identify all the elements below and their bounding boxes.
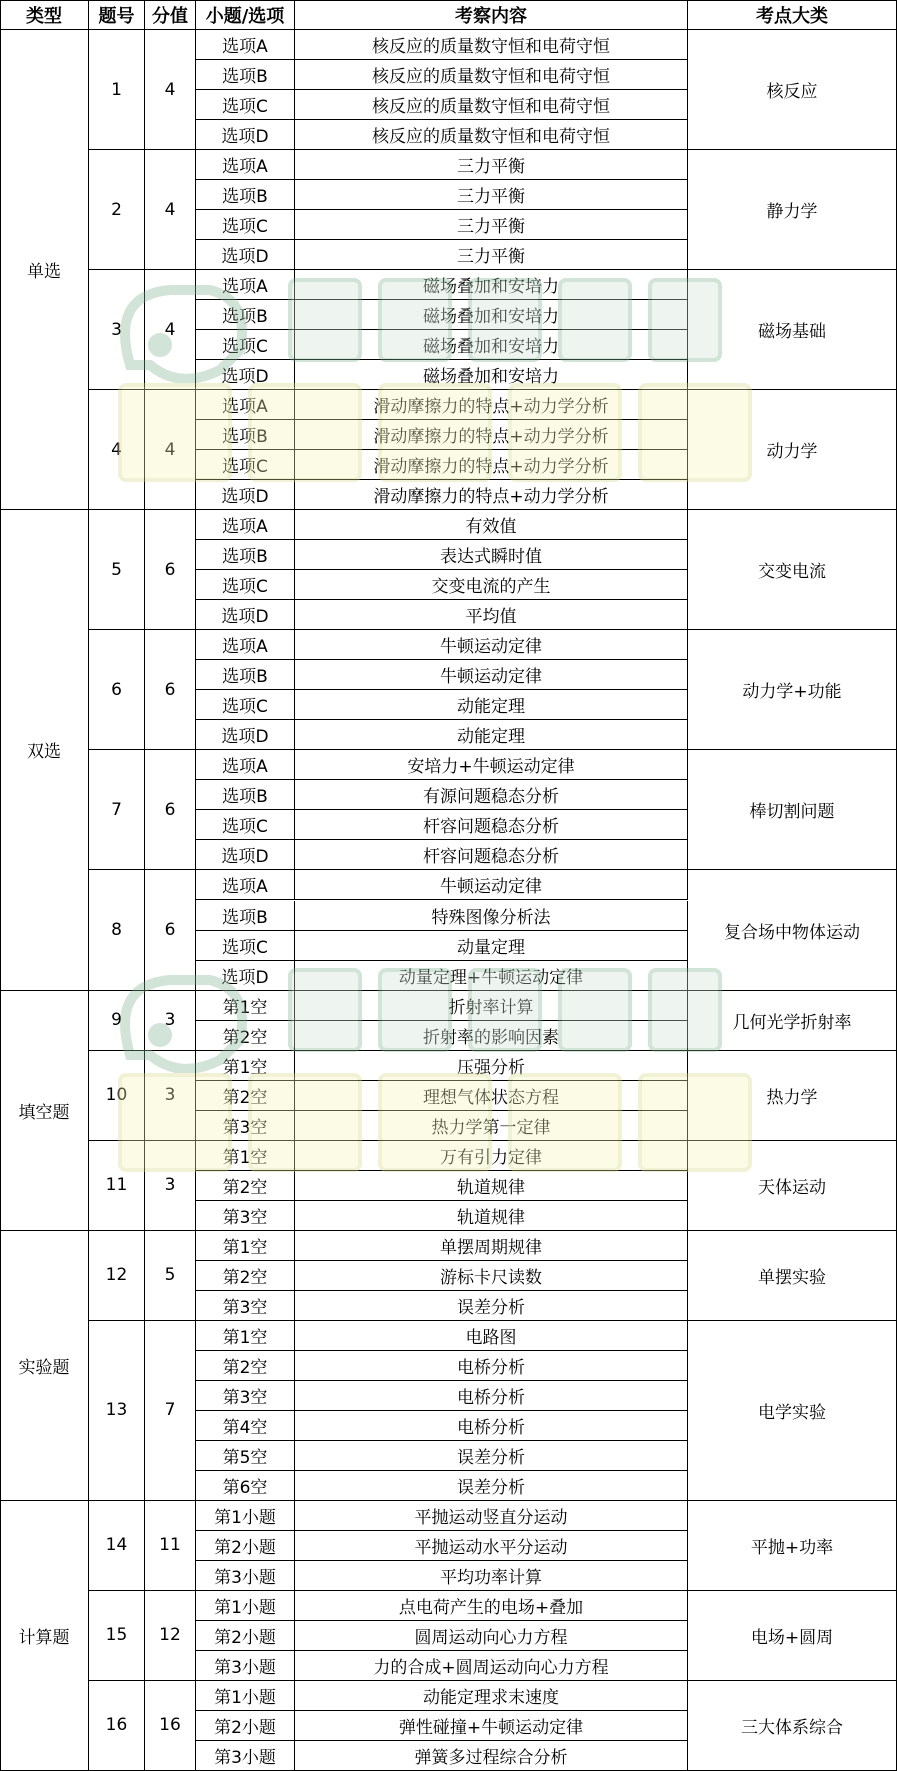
sub-cell: 选项A xyxy=(196,630,295,660)
sub-cell: 第2空 xyxy=(196,1351,295,1381)
question-number: 4 xyxy=(89,390,145,510)
question-score: 6 xyxy=(145,870,196,990)
content-cell: 动能定理 xyxy=(295,720,688,750)
question-score: 5 xyxy=(145,1231,196,1321)
content-cell: 滑动摩擦力的特点+动力学分析 xyxy=(295,480,688,510)
content-cell: 交变电流的产生 xyxy=(295,570,688,600)
sub-cell: 选项C xyxy=(196,450,295,480)
header-category: 考点大类 xyxy=(688,0,897,30)
category-cell: 复合场中物体运动 xyxy=(688,870,897,990)
content-cell: 核反应的质量数守恒和电荷守恒 xyxy=(295,120,688,150)
sub-cell: 选项B xyxy=(196,780,295,810)
content-cell: 折射率的影响因素 xyxy=(295,1021,688,1051)
category-cell: 棒切割问题 xyxy=(688,750,897,870)
sub-cell: 第2小题 xyxy=(196,1711,295,1741)
category-cell: 动力学 xyxy=(688,390,897,510)
header-content: 考察内容 xyxy=(295,0,688,30)
content-cell: 弹簧多过程综合分析 xyxy=(295,1741,688,1771)
header-sub: 小题/选项 xyxy=(196,0,295,30)
content-cell: 滑动摩擦力的特点+动力学分析 xyxy=(295,450,688,480)
category-cell: 三大体系综合 xyxy=(688,1681,897,1771)
sub-cell: 第3空 xyxy=(196,1291,295,1321)
question-number: 3 xyxy=(89,270,145,390)
content-cell: 单摆周期规律 xyxy=(295,1231,688,1261)
sub-cell: 选项B xyxy=(196,901,295,931)
sub-cell: 第4空 xyxy=(196,1411,295,1441)
content-cell: 杆容问题稳态分析 xyxy=(295,840,688,870)
sub-cell: 第2小题 xyxy=(196,1621,295,1651)
sub-cell: 第3小题 xyxy=(196,1561,295,1591)
sub-cell: 选项C xyxy=(196,210,295,240)
question-number: 8 xyxy=(89,870,145,990)
content-cell: 动能定理求末速度 xyxy=(295,1681,688,1711)
content-cell: 电桥分析 xyxy=(295,1381,688,1411)
content-cell: 三力平衡 xyxy=(295,180,688,210)
question-number: 11 xyxy=(89,1141,145,1231)
content-cell: 压强分析 xyxy=(295,1051,688,1081)
content-cell: 轨道规律 xyxy=(295,1201,688,1231)
question-number: 13 xyxy=(89,1321,145,1501)
header-number: 题号 xyxy=(89,0,145,30)
category-cell: 电场+圆周 xyxy=(688,1591,897,1681)
sub-cell: 选项A xyxy=(196,30,295,60)
section-type: 计算题 xyxy=(0,1501,89,1771)
sub-cell: 选项B xyxy=(196,300,295,330)
content-cell: 有源问题稳态分析 xyxy=(295,780,688,810)
content-cell: 平抛运动竖直分运动 xyxy=(295,1501,688,1531)
sub-cell: 第2空 xyxy=(196,1261,295,1291)
sub-cell: 第1空 xyxy=(196,1051,295,1081)
content-cell: 磁场叠加和安培力 xyxy=(295,330,688,360)
sub-cell: 第1小题 xyxy=(196,1591,295,1621)
sub-cell: 选项A xyxy=(196,390,295,420)
content-cell: 误差分析 xyxy=(295,1471,688,1501)
content-cell: 牛顿运动定律 xyxy=(295,660,688,690)
question-number: 14 xyxy=(89,1501,145,1591)
sub-cell: 选项C xyxy=(196,330,295,360)
sub-cell: 选项D xyxy=(196,240,295,270)
question-number: 7 xyxy=(89,750,145,870)
category-cell: 核反应 xyxy=(688,30,897,150)
sub-cell: 选项C xyxy=(196,690,295,720)
content-cell: 核反应的质量数守恒和电荷守恒 xyxy=(295,90,688,120)
sub-cell: 选项D xyxy=(196,961,295,991)
sub-cell: 第2空 xyxy=(196,1081,295,1111)
content-cell: 牛顿运动定律 xyxy=(295,630,688,660)
question-score: 3 xyxy=(145,991,196,1051)
sub-cell: 选项B xyxy=(196,660,295,690)
content-cell: 电桥分析 xyxy=(295,1351,688,1381)
question-score: 6 xyxy=(145,750,196,870)
sub-cell: 选项A xyxy=(196,750,295,780)
content-cell: 磁场叠加和安培力 xyxy=(295,270,688,300)
sub-cell: 选项B xyxy=(196,540,295,570)
content-cell: 动能定理 xyxy=(295,690,688,720)
content-cell: 滑动摩擦力的特点+动力学分析 xyxy=(295,420,688,450)
content-cell: 杆容问题稳态分析 xyxy=(295,810,688,840)
content-cell: 折射率计算 xyxy=(295,991,688,1021)
question-score: 3 xyxy=(145,1141,196,1231)
question-score: 4 xyxy=(145,150,196,270)
category-cell: 天体运动 xyxy=(688,1141,897,1231)
sub-cell: 第3空 xyxy=(196,1201,295,1231)
content-cell: 游标卡尺读数 xyxy=(295,1261,688,1291)
section-type: 实验题 xyxy=(0,1231,89,1501)
question-number: 10 xyxy=(89,1051,145,1141)
question-score: 4 xyxy=(145,270,196,390)
content-cell: 安培力+牛顿运动定律 xyxy=(295,750,688,780)
sub-cell: 选项A xyxy=(196,870,295,900)
question-score: 6 xyxy=(145,630,196,750)
sub-cell: 第1空 xyxy=(196,1321,295,1351)
content-cell: 平均功率计算 xyxy=(295,1561,688,1591)
category-cell: 平抛+功率 xyxy=(688,1501,897,1591)
sub-cell: 第3空 xyxy=(196,1111,295,1141)
sub-cell: 选项A xyxy=(196,510,295,540)
sub-cell: 第1空 xyxy=(196,1231,295,1261)
sub-cell: 选项B xyxy=(196,180,295,210)
header-score: 分值 xyxy=(145,0,196,30)
category-cell: 单摆实验 xyxy=(688,1231,897,1321)
content-cell: 弹性碰撞+牛顿运动定律 xyxy=(295,1711,688,1741)
question-score: 4 xyxy=(145,390,196,510)
question-score: 3 xyxy=(145,1051,196,1141)
category-cell: 几何光学折射率 xyxy=(688,991,897,1051)
sub-cell: 选项D xyxy=(196,360,295,390)
question-score: 11 xyxy=(145,1501,196,1591)
sub-cell: 选项C xyxy=(196,810,295,840)
question-score: 16 xyxy=(145,1681,196,1771)
section-type: 填空题 xyxy=(0,991,89,1231)
sub-cell: 第1小题 xyxy=(196,1501,295,1531)
question-score: 6 xyxy=(145,510,196,630)
content-cell: 电桥分析 xyxy=(295,1411,688,1441)
sub-cell: 选项D xyxy=(196,840,295,870)
section-type: 单选 xyxy=(0,30,89,510)
content-cell: 三力平衡 xyxy=(295,150,688,180)
section-type: 双选 xyxy=(0,510,89,990)
sub-cell: 第6空 xyxy=(196,1471,295,1501)
content-cell: 核反应的质量数守恒和电荷守恒 xyxy=(295,30,688,60)
content-cell: 磁场叠加和安培力 xyxy=(295,360,688,390)
sub-cell: 第1小题 xyxy=(196,1681,295,1711)
sub-cell: 第1空 xyxy=(196,991,295,1021)
content-cell: 误差分析 xyxy=(295,1441,688,1471)
sub-cell: 第1空 xyxy=(196,1141,295,1171)
question-number: 9 xyxy=(89,991,145,1051)
category-cell: 动力学+功能 xyxy=(688,630,897,750)
content-cell: 特殊图像分析法 xyxy=(295,901,688,931)
sub-cell: 选项C xyxy=(196,570,295,600)
question-number: 6 xyxy=(89,630,145,750)
sub-cell: 选项D xyxy=(196,720,295,750)
content-cell: 轨道规律 xyxy=(295,1171,688,1201)
category-cell: 电学实验 xyxy=(688,1321,897,1501)
category-cell: 磁场基础 xyxy=(688,270,897,390)
content-cell: 动量定理+牛顿运动定律 xyxy=(295,961,688,991)
content-cell: 理想气体状态方程 xyxy=(295,1081,688,1111)
sub-cell: 选项C xyxy=(196,931,295,961)
content-cell: 牛顿运动定律 xyxy=(295,870,688,900)
content-cell: 电路图 xyxy=(295,1321,688,1351)
sub-cell: 选项C xyxy=(196,90,295,120)
question-number: 15 xyxy=(89,1591,145,1681)
sub-cell: 第3小题 xyxy=(196,1741,295,1771)
sub-cell: 选项A xyxy=(196,270,295,300)
sub-cell: 第2空 xyxy=(196,1021,295,1051)
content-cell: 有效值 xyxy=(295,510,688,540)
content-cell: 磁场叠加和安培力 xyxy=(295,300,688,330)
sub-cell: 选项D xyxy=(196,120,295,150)
sub-cell: 选项A xyxy=(196,150,295,180)
content-cell: 核反应的质量数守恒和电荷守恒 xyxy=(295,60,688,90)
question-number: 1 xyxy=(89,30,145,150)
content-cell: 万有引力定律 xyxy=(295,1141,688,1171)
sub-cell: 第3空 xyxy=(196,1381,295,1411)
header-type: 类型 xyxy=(0,0,89,30)
content-cell: 三力平衡 xyxy=(295,240,688,270)
sub-cell: 第2空 xyxy=(196,1171,295,1201)
sub-cell: 第3小题 xyxy=(196,1651,295,1681)
sub-cell: 第5空 xyxy=(196,1441,295,1471)
content-cell: 点电荷产生的电场+叠加 xyxy=(295,1591,688,1621)
category-cell: 交变电流 xyxy=(688,510,897,630)
content-cell: 误差分析 xyxy=(295,1291,688,1321)
question-number: 16 xyxy=(89,1681,145,1771)
sub-cell: 选项B xyxy=(196,420,295,450)
sub-cell: 第2小题 xyxy=(196,1531,295,1561)
sub-cell: 选项B xyxy=(196,60,295,90)
question-number: 5 xyxy=(89,510,145,630)
question-number: 2 xyxy=(89,150,145,270)
content-cell: 动量定理 xyxy=(295,931,688,961)
question-score: 7 xyxy=(145,1321,196,1501)
content-cell: 力的合成+圆周运动向心力方程 xyxy=(295,1651,688,1681)
content-cell: 表达式瞬时值 xyxy=(295,540,688,570)
question-score: 4 xyxy=(145,30,196,150)
question-score: 12 xyxy=(145,1591,196,1681)
content-cell: 滑动摩擦力的特点+动力学分析 xyxy=(295,390,688,420)
question-number: 12 xyxy=(89,1231,145,1321)
content-cell: 三力平衡 xyxy=(295,210,688,240)
content-cell: 平抛运动水平分运动 xyxy=(295,1531,688,1561)
sub-cell: 选项D xyxy=(196,480,295,510)
category-cell: 热力学 xyxy=(688,1051,897,1141)
sub-cell: 选项D xyxy=(196,600,295,630)
content-cell: 圆周运动向心力方程 xyxy=(295,1621,688,1651)
content-cell: 热力学第一定律 xyxy=(295,1111,688,1141)
category-cell: 静力学 xyxy=(688,150,897,270)
content-cell: 平均值 xyxy=(295,600,688,630)
